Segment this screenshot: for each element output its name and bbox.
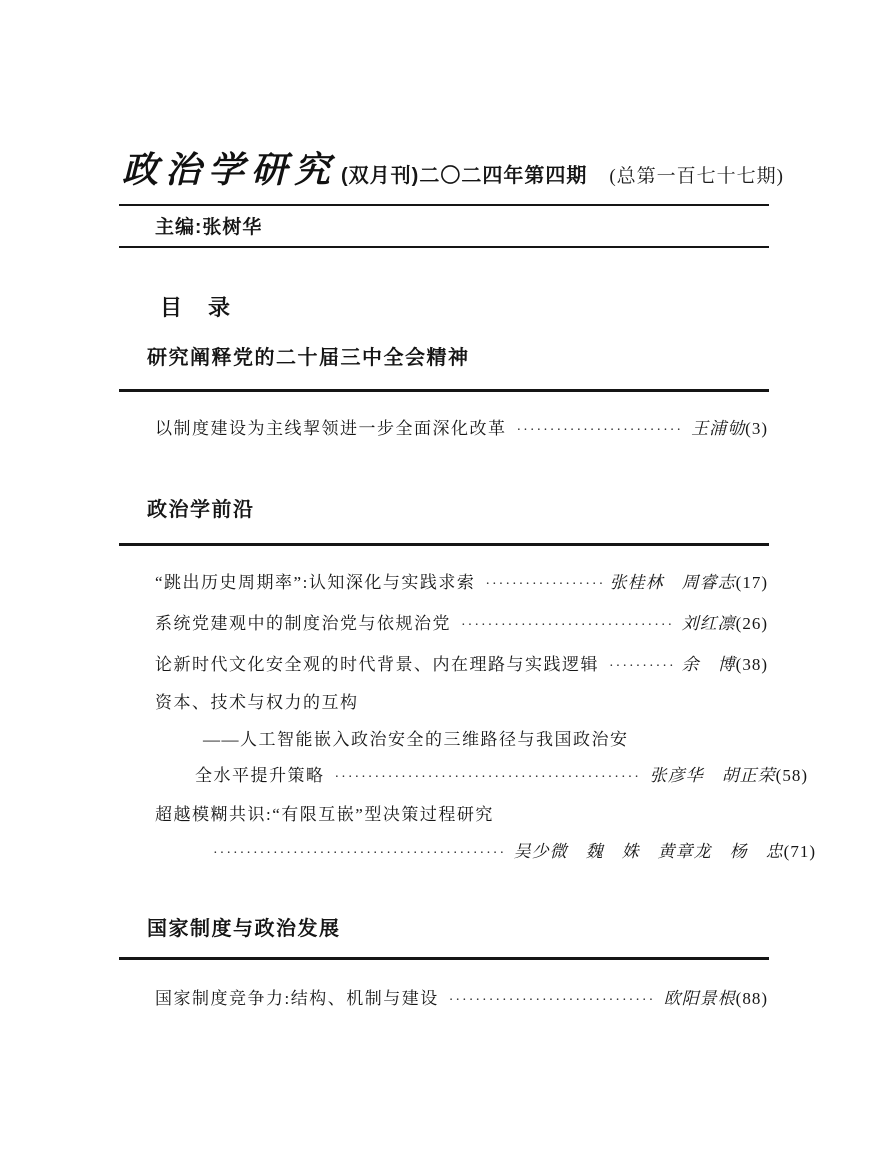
entry-title: 超越模糊共识:“有限互嵌”型决策过程研究 <box>155 805 494 824</box>
masthead-rule-bottom <box>119 246 769 248</box>
toc-entry <box>155 612 768 638</box>
entry-authors: 刘红凛 <box>681 614 736 633</box>
entry-authors: 吴少微 魏 姝 黄章龙 杨 忠 <box>513 842 784 861</box>
entry-subtitle: ——人工智能嵌入政治安全的三维路径与我国政治安 <box>203 730 629 749</box>
journal-issue-info: (双月刊)二〇二四年第四期 <box>341 165 588 187</box>
toc-entry <box>155 803 768 827</box>
journal-title: 政治学研究 <box>122 149 338 191</box>
entry-title: “跳出历史周期率”:认知深化与实践求索 <box>155 573 476 592</box>
entry-page-number: (26) <box>735 614 768 633</box>
toc-entry <box>155 417 768 443</box>
section-rule-3 <box>119 957 769 960</box>
toc-entry-continuation <box>155 840 816 866</box>
entry-page-number: (38) <box>735 655 768 674</box>
entry-page-number: (71) <box>783 842 816 861</box>
masthead-rule-top <box>119 204 769 206</box>
dot-leader <box>609 653 674 679</box>
section-heading-state-institutions: 国家制度与政治发展 <box>147 918 341 940</box>
entry-authors: 张桂林 周睿志 <box>609 573 736 592</box>
section-heading-plenum-spirit: 研究阐释党的二十届三中全会精神 <box>147 347 470 369</box>
entry-authors: 张彦华 胡正荣 <box>649 766 776 785</box>
dot-leader <box>485 571 601 597</box>
section-heading-frontiers: 政治学前沿 <box>147 499 255 521</box>
entry-authors: 王浦劬 <box>691 419 746 438</box>
entry-page-number: (17) <box>735 573 768 592</box>
entry-authors: 欧阳景根 <box>663 989 736 1008</box>
entry-authors: 余 博 <box>681 655 736 674</box>
masthead <box>122 142 784 193</box>
dot-leader <box>449 987 656 1013</box>
entry-page-number: (3) <box>745 419 768 438</box>
section-rule-1 <box>119 389 769 392</box>
dot-leader <box>517 417 684 443</box>
toc-entry <box>155 653 768 679</box>
dot-leader <box>335 764 642 790</box>
entry-page-number: (58) <box>775 766 808 785</box>
entry-title: 系统党建观中的制度治党与依规治党 <box>155 614 451 633</box>
editor-line: 主编:张树华 <box>155 217 263 238</box>
toc-title: 目 录 <box>160 295 233 320</box>
entry-page-number: (88) <box>735 989 768 1008</box>
entry-title: 论新时代文化安全观的时代背景、内在理路与实践逻辑 <box>155 655 599 674</box>
toc-entry <box>155 691 768 715</box>
entry-title: 以制度建设为主线挈领进一步全面深化改革 <box>155 419 507 438</box>
toc-entry <box>155 987 768 1013</box>
toc-entry-subtitle-line <box>155 728 816 752</box>
entry-title: 资本、技术与权力的互构 <box>155 693 359 712</box>
entry-title: 全水平提升策略 <box>195 766 325 785</box>
section-rule-2 <box>119 543 769 546</box>
journal-cumulative-issue: (总第一百七十七期) <box>609 166 784 187</box>
toc-entry-continuation <box>155 764 808 790</box>
dot-leader <box>461 612 674 638</box>
dot-leader <box>213 840 506 866</box>
entry-title: 国家制度竞争力:结构、机制与建设 <box>155 989 439 1008</box>
toc-entry <box>155 571 768 597</box>
